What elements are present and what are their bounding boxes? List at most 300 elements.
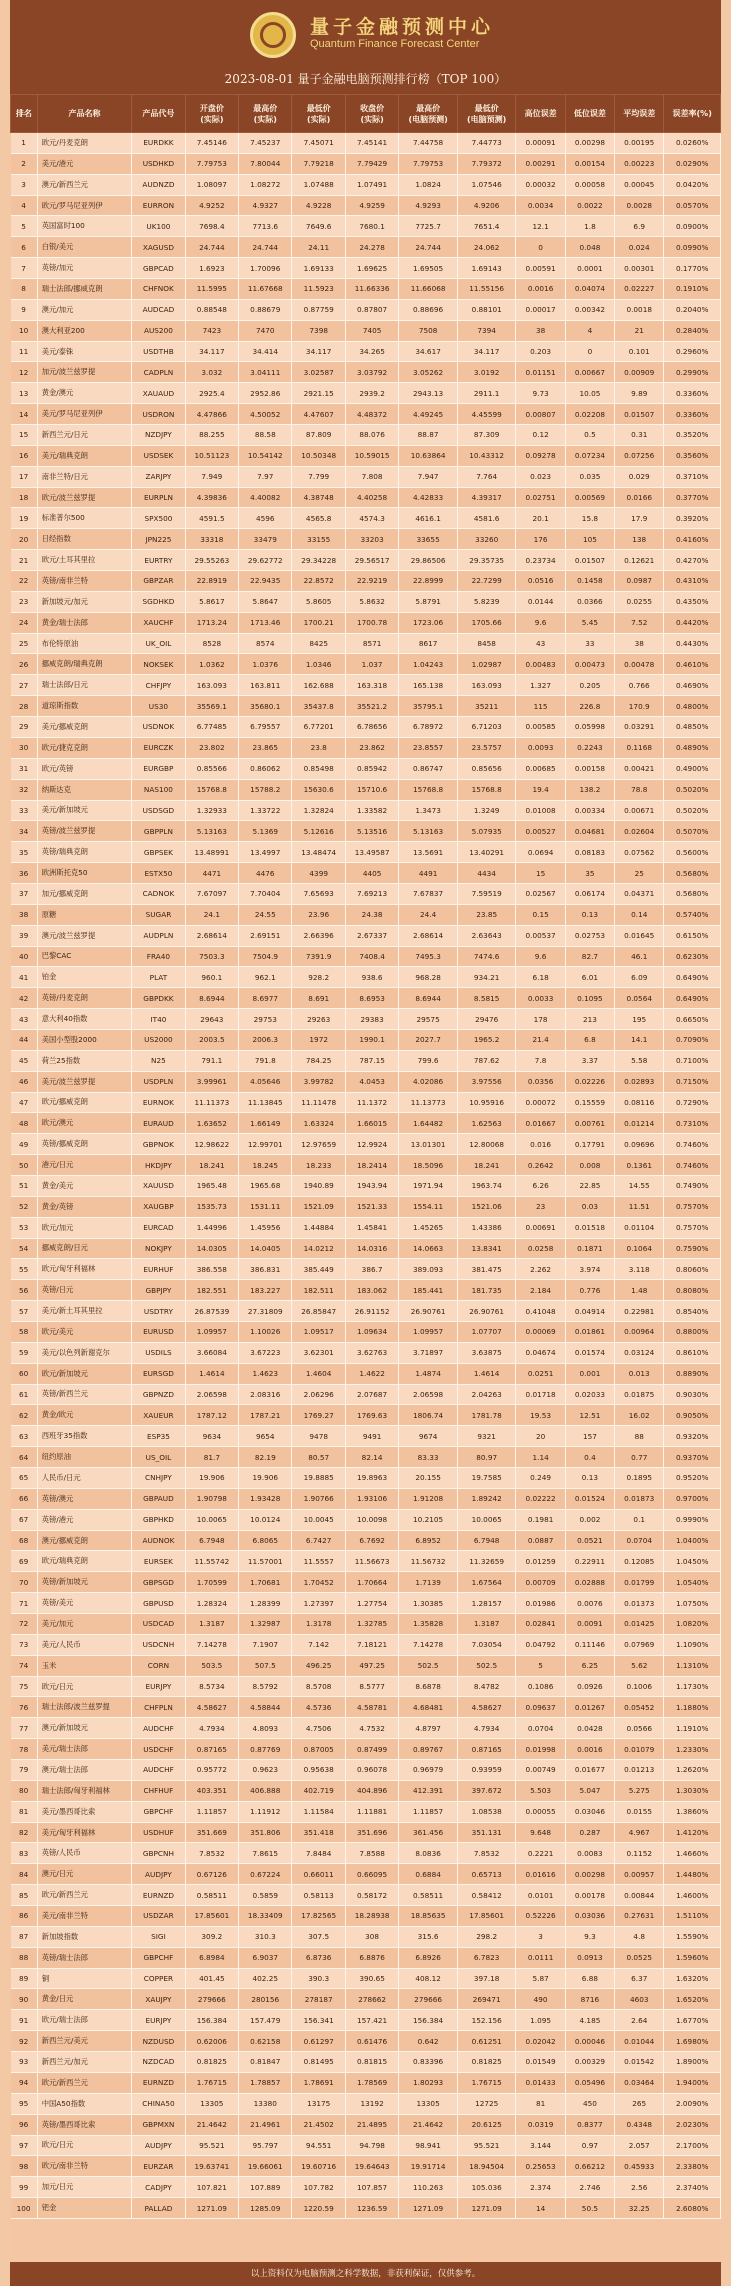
cell-high: 12.99701 <box>239 1134 292 1155</box>
cell-low: 4.5736 <box>292 1697 345 1718</box>
cell-code: CORN <box>132 1655 185 1676</box>
cell-err_high: 9.648 <box>516 1822 565 1843</box>
cell-low: 162.688 <box>292 675 345 696</box>
cell-err_low: 35 <box>565 863 614 884</box>
cell-open: 13.48991 <box>185 842 238 863</box>
cell-open: 1.09957 <box>185 1321 238 1342</box>
cell-rank: 31 <box>11 758 38 779</box>
cell-err_low: 0.1095 <box>565 988 614 1009</box>
cell-rank: 93 <box>11 2052 38 2073</box>
cell-low: 0.61297 <box>292 2031 345 2052</box>
table-row <box>11 1509 721 1530</box>
cell-err_low: 5.45 <box>565 612 614 633</box>
cell-err_avg: 0.00964 <box>615 1321 664 1342</box>
cell-low: 2921.15 <box>292 383 345 404</box>
cell-close: 19.8963 <box>345 1468 398 1489</box>
cell-err_avg: 2.64 <box>615 2010 664 2031</box>
cell-pred_low: 1.07707 <box>457 1321 516 1342</box>
cell-pred_low: 269471 <box>457 1989 516 2010</box>
cell-name: 美元/匈牙利福林 <box>37 1822 132 1843</box>
cell-rank: 39 <box>11 925 38 946</box>
cell-close: 1.70664 <box>345 1572 398 1593</box>
cell-code: USDZAR <box>132 1906 185 1927</box>
cell-pred_high: 1271.09 <box>399 2198 458 2219</box>
cell-pred_low: 12725 <box>457 2093 516 2114</box>
cell-err_low: 0.01524 <box>565 1488 614 1509</box>
cell-err_pct: 0.1770% <box>664 258 721 279</box>
cell-close: 1.07491 <box>345 174 398 195</box>
cell-err_high: 0.00807 <box>516 404 565 425</box>
cell-open: 0.87165 <box>185 1739 238 1760</box>
cell-rank: 43 <box>11 1009 38 1030</box>
cell-pred_high: 4.9293 <box>399 195 458 216</box>
cell-err_pct: 0.6150% <box>664 925 721 946</box>
cell-high: 1.70096 <box>239 258 292 279</box>
cell-err_low: 0.15559 <box>565 1092 614 1113</box>
cell-code: GBPDKK <box>132 988 185 1009</box>
cell-code: EURCZK <box>132 737 185 758</box>
cell-pred_low: 0.88101 <box>457 299 516 320</box>
cell-code: XAUAUD <box>132 383 185 404</box>
cell-open: 2003.5 <box>185 1029 238 1050</box>
cell-close: 7.808 <box>345 466 398 487</box>
cell-code: USDTRY <box>132 1301 185 1322</box>
table-row <box>11 1092 721 1113</box>
cell-code: NZDCAD <box>132 2052 185 2073</box>
cell-close: 4405 <box>345 863 398 884</box>
cell-err_avg: 0.0155 <box>615 1801 664 1822</box>
cell-err_pct: 0.4690% <box>664 675 721 696</box>
cell-pred_high: 5.8791 <box>399 591 458 612</box>
brand-name-cn: 量子金融预测中心 <box>310 16 495 38</box>
cell-err_pct: 0.5070% <box>664 821 721 842</box>
cell-low: 402.719 <box>292 1780 345 1801</box>
cell-pred_high: 389.093 <box>399 1259 458 1280</box>
cell-name: 欧元/瑞典克朗 <box>37 1551 132 1572</box>
cell-err_low: 0.048 <box>565 237 614 258</box>
cell-rank: 11 <box>11 341 38 362</box>
cell-err_low: 0.03046 <box>565 1801 614 1822</box>
cell-rank: 22 <box>11 571 38 592</box>
cell-high: 95.797 <box>239 2135 292 2156</box>
cell-err_pct: 0.8060% <box>664 1259 721 1280</box>
cell-err_high: 6.26 <box>516 1175 565 1196</box>
cell-pred_high: 14.0663 <box>399 1238 458 1259</box>
cell-high: 2006.3 <box>239 1029 292 1050</box>
cell-close: 0.85942 <box>345 758 398 779</box>
cell-pred_high: 0.86747 <box>399 758 458 779</box>
cell-pred_high: 968.28 <box>399 967 458 988</box>
cell-high: 8574 <box>239 633 292 654</box>
cell-rank: 71 <box>11 1593 38 1614</box>
cell-name: 欧元/澳元 <box>37 1113 132 1134</box>
cell-name: 挪威克朗/日元 <box>37 1238 132 1259</box>
cell-err_avg: 0.0028 <box>615 195 664 216</box>
cell-high: 18.245 <box>239 1155 292 1176</box>
cell-low: 6.7427 <box>292 1530 345 1551</box>
cell-err_pct: 0.2960% <box>664 341 721 362</box>
cell-high: 7.1907 <box>239 1634 292 1655</box>
cell-high: 280156 <box>239 1989 292 2010</box>
cell-err_pct: 0.0570% <box>664 195 721 216</box>
cell-err_pct: 0.2040% <box>664 299 721 320</box>
cell-err_high: 0.01259 <box>516 1551 565 1572</box>
cell-open: 34.117 <box>185 341 238 362</box>
cell-err_pct: 1.1310% <box>664 1655 721 1676</box>
cell-pred_low: 397.18 <box>457 1968 516 1989</box>
cell-open: 10.51123 <box>185 445 238 466</box>
cell-pred_high: 98.941 <box>399 2135 458 2156</box>
cell-close: 22.9219 <box>345 571 398 592</box>
cell-open: 12.98622 <box>185 1134 238 1155</box>
cell-pred_high: 315.6 <box>399 1926 458 1947</box>
cell-name: 日经指数 <box>37 529 132 550</box>
cell-open: 503.5 <box>185 1655 238 1676</box>
cell-err_pct: 0.9700% <box>664 1488 721 1509</box>
cell-rank: 57 <box>11 1301 38 1322</box>
cell-rank: 42 <box>11 988 38 1009</box>
cell-name: 美元/南非兰特 <box>37 1906 132 1927</box>
cell-rank: 53 <box>11 1217 38 1238</box>
cell-high: 1.93428 <box>239 1488 292 1509</box>
cell-err_high: 0.00291 <box>516 153 565 174</box>
cell-err_avg: 0.0255 <box>615 591 664 612</box>
cell-open: 22.8919 <box>185 571 238 592</box>
cell-pred_high: 13305 <box>399 2093 458 2114</box>
cell-pred_high: 4491 <box>399 863 458 884</box>
cell-open: 4.39836 <box>185 487 238 508</box>
cell-close: 14.0316 <box>345 1238 398 1259</box>
cell-err_low: 213 <box>565 1009 614 1030</box>
cell-err_low: 0.0913 <box>565 1947 614 1968</box>
cell-code: US30 <box>132 696 185 717</box>
cell-close: 4.7532 <box>345 1718 398 1739</box>
cell-low: 1.69133 <box>292 258 345 279</box>
cell-err_low: 0.00473 <box>565 654 614 675</box>
cell-close: 157.421 <box>345 2010 398 2031</box>
cell-pred_low: 15768.8 <box>457 779 516 800</box>
cell-close: 308 <box>345 1926 398 1947</box>
cell-err_low: 0.01267 <box>565 1697 614 1718</box>
cell-err_high: 2.184 <box>516 1280 565 1301</box>
cell-rank: 34 <box>11 821 38 842</box>
cell-err_pct: 0.0290% <box>664 153 721 174</box>
cell-pred_high: 22.8999 <box>399 571 458 592</box>
cell-err_low: 0.002 <box>565 1509 614 1530</box>
cell-err_high: 0.00072 <box>516 1092 565 1113</box>
cell-low: 14.0212 <box>292 1238 345 1259</box>
table-header <box>11 95 721 133</box>
cell-code: AUDNOK <box>132 1530 185 1551</box>
cell-err_high: 0.0319 <box>516 2114 565 2135</box>
cell-name: 欧元/日元 <box>37 2135 132 2156</box>
cell-close: 1.037 <box>345 654 398 675</box>
cell-close: 4574.3 <box>345 508 398 529</box>
table-row <box>11 1822 721 1843</box>
column-header-open: 开盘价 (实际) <box>185 95 238 133</box>
cell-name: 新西兰元/加元 <box>37 2052 132 2073</box>
cell-err_low: 0.00046 <box>565 2031 614 2052</box>
cell-name: 铜 <box>37 1968 132 1989</box>
cell-pred_high: 13.01301 <box>399 1134 458 1155</box>
cell-err_high: 0.00527 <box>516 821 565 842</box>
cell-low: 351.418 <box>292 1822 345 1843</box>
cell-pred_low: 5.8239 <box>457 591 516 612</box>
cell-open: 8.6944 <box>185 988 238 1009</box>
cell-err_high: 0.016 <box>516 1134 565 1155</box>
cell-name: 欧元/南非兰特 <box>37 2156 132 2177</box>
table-row <box>11 1280 721 1301</box>
cell-err_avg: 6.9 <box>615 216 664 237</box>
cell-code: GBPCHF <box>132 1947 185 1968</box>
cell-low: 8.5708 <box>292 1676 345 1697</box>
cell-err_avg: 7.52 <box>615 612 664 633</box>
cell-name: 美元/泰铢 <box>37 341 132 362</box>
cell-err_high: 0.0034 <box>516 195 565 216</box>
cell-close: 390.65 <box>345 1968 398 1989</box>
cell-code: USDILS <box>132 1342 185 1363</box>
cell-pred_low: 23.85 <box>457 904 516 925</box>
cell-rank: 36 <box>11 863 38 884</box>
cell-open: 279666 <box>185 1989 238 2010</box>
cell-open: 10.0065 <box>185 1509 238 1530</box>
cell-low: 22.8572 <box>292 571 345 592</box>
cell-rank: 65 <box>11 1468 38 1489</box>
cell-err_high: 0.249 <box>516 1468 565 1489</box>
cell-err_high: 0.00483 <box>516 654 565 675</box>
cell-pred_low: 1.07546 <box>457 174 516 195</box>
cell-low: 1972 <box>292 1029 345 1050</box>
cell-high: 1713.46 <box>239 612 292 633</box>
cell-code: N25 <box>132 1050 185 1071</box>
cell-open: 5.13163 <box>185 821 238 842</box>
cell-err_avg: 0.1361 <box>615 1155 664 1176</box>
cell-code: USDRON <box>132 404 185 425</box>
table-row <box>11 1134 721 1155</box>
table-row <box>11 2156 721 2177</box>
cell-rank: 26 <box>11 654 38 675</box>
cell-open: 1535.73 <box>185 1196 238 1217</box>
table-row <box>11 2093 721 2114</box>
cell-pred_high: 29575 <box>399 1009 458 1030</box>
cell-low: 0.95638 <box>292 1760 345 1781</box>
cell-pred_low: 12.80068 <box>457 1134 516 1155</box>
cell-open: 3.66084 <box>185 1342 238 1363</box>
cell-low: 7.142 <box>292 1634 345 1655</box>
cell-rank: 94 <box>11 2072 38 2093</box>
cell-pred_high: 1971.94 <box>399 1175 458 1196</box>
cell-high: 1.4623 <box>239 1363 292 1384</box>
cell-rank: 35 <box>11 842 38 863</box>
cell-pred_low: 8.5815 <box>457 988 516 1009</box>
cell-code: ESP35 <box>132 1426 185 1447</box>
cell-err_high: 176 <box>516 529 565 550</box>
cell-open: 8528 <box>185 633 238 654</box>
cell-pred_high: 6.78972 <box>399 717 458 738</box>
cell-open: 9634 <box>185 1426 238 1447</box>
cell-pred_high: 8617 <box>399 633 458 654</box>
cell-err_pct: 0.0990% <box>664 237 721 258</box>
cell-code: NZDUSD <box>132 2031 185 2052</box>
cell-low: 87.809 <box>292 425 345 446</box>
ranking-table-container <box>10 94 721 2262</box>
cell-high: 7504.9 <box>239 946 292 967</box>
cell-low: 29263 <box>292 1009 345 1030</box>
cell-low: 1.90766 <box>292 1488 345 1509</box>
cell-name: 美元/新加坡元 <box>37 800 132 821</box>
cell-close: 2.67337 <box>345 925 398 946</box>
cell-code: CADNOK <box>132 883 185 904</box>
cell-open: 6.77485 <box>185 717 238 738</box>
cell-pred_high: 26.90761 <box>399 1301 458 1322</box>
cell-err_high: 0.0704 <box>516 1718 565 1739</box>
cell-err_high: 19.53 <box>516 1405 565 1426</box>
cell-err_high: 0.0093 <box>516 737 565 758</box>
cell-code: EURNZD <box>132 2072 185 2093</box>
cell-name: 荷兰25指数 <box>37 1050 132 1071</box>
cell-close: 4.40258 <box>345 487 398 508</box>
cell-pred_low: 1.43386 <box>457 1217 516 1238</box>
cell-close: 24.38 <box>345 904 398 925</box>
cell-code: CNHJPY <box>132 1468 185 1489</box>
cell-open: 11.55742 <box>185 1551 238 1572</box>
cell-err_pct: 1.0820% <box>664 1614 721 1635</box>
cell-code: SPX500 <box>132 508 185 529</box>
cell-err_low: 6.8 <box>565 1029 614 1050</box>
cell-err_high: 0.02751 <box>516 487 565 508</box>
cell-err_pct: 2.3740% <box>664 2177 721 2198</box>
cell-close: 23.862 <box>345 737 398 758</box>
cell-rank: 59 <box>11 1342 38 1363</box>
cell-pred_high: 29.86506 <box>399 550 458 571</box>
table-row <box>11 2031 721 2052</box>
cell-err_avg: 0.00909 <box>615 362 664 383</box>
cell-rank: 41 <box>11 967 38 988</box>
cell-close: 386.7 <box>345 1259 398 1280</box>
cell-close: 1.11881 <box>345 1801 398 1822</box>
cell-err_pct: 0.7490% <box>664 1175 721 1196</box>
column-header-close: 收盘价 (实际) <box>345 95 398 133</box>
cell-err_pct: 0.9990% <box>664 1509 721 1530</box>
cell-err_high: 0.0033 <box>516 988 565 1009</box>
cell-err_low: 0.01677 <box>565 1760 614 1781</box>
cell-pred_low: 22.7299 <box>457 571 516 592</box>
cell-name: 加元/日元 <box>37 2177 132 2198</box>
cell-err_avg: 170.9 <box>615 696 664 717</box>
cell-low: 1.11584 <box>292 1801 345 1822</box>
table-row <box>11 508 721 529</box>
cell-err_avg: 0.00478 <box>615 654 664 675</box>
column-header-code: 产品代号 <box>132 95 185 133</box>
cell-low: 35437.8 <box>292 696 345 717</box>
cell-code: NZDJPY <box>132 425 185 446</box>
cell-rank: 30 <box>11 737 38 758</box>
cell-open: 1965.48 <box>185 1175 238 1196</box>
cell-name: 澳元/日元 <box>37 1864 132 1885</box>
cell-name: 英镑/瑞士法郎 <box>37 1947 132 1968</box>
cell-pred_low: 1705.66 <box>457 612 516 633</box>
cell-err_low: 0.0016 <box>565 1739 614 1760</box>
cell-err_pct: 0.5600% <box>664 842 721 863</box>
cell-open: 7503.3 <box>185 946 238 967</box>
cell-code: CADJPY <box>132 2177 185 2198</box>
cell-open: 1.28324 <box>185 1593 238 1614</box>
cell-pred_low: 7.59519 <box>457 883 516 904</box>
cell-open: 1.3187 <box>185 1614 238 1635</box>
cell-pred_high: 4.68481 <box>399 1697 458 1718</box>
cell-pred_low: 0.85656 <box>457 758 516 779</box>
cell-err_low: 0.05496 <box>565 2072 614 2093</box>
cell-code: GBPZAR <box>132 571 185 592</box>
cell-pred_high: 6.8926 <box>399 1947 458 1968</box>
cell-rank: 66 <box>11 1488 38 1509</box>
cell-code: EURHUF <box>132 1259 185 1280</box>
cell-pred_high: 0.642 <box>399 2031 458 2052</box>
cell-err_high: 178 <box>516 1009 565 1030</box>
cell-err_avg: 0.31 <box>615 425 664 446</box>
cell-code: UK100 <box>132 216 185 237</box>
cell-err_low: 138.2 <box>565 779 614 800</box>
cell-name: 黄金/欧元 <box>37 1405 132 1426</box>
cell-err_high: 0.41048 <box>516 1301 565 1322</box>
table-row <box>11 946 721 967</box>
cell-high: 11.57001 <box>239 1551 292 1572</box>
cell-low: 1521.09 <box>292 1196 345 1217</box>
cell-err_pct: 0.9030% <box>664 1384 721 1405</box>
table-row <box>11 445 721 466</box>
cell-name: 欧元/捷克克朗 <box>37 737 132 758</box>
table-row <box>11 2072 721 2093</box>
cell-err_avg: 0.01542 <box>615 2052 664 2073</box>
cell-err_low: 2.746 <box>565 2177 614 2198</box>
cell-rank: 24 <box>11 612 38 633</box>
cell-pred_low: 3.97556 <box>457 1071 516 1092</box>
cell-err_avg: 0.01875 <box>615 1384 664 1405</box>
cell-name: 巴黎CAC <box>37 946 132 967</box>
cell-close: 1769.63 <box>345 1405 398 1426</box>
cell-err_low: 0.97 <box>565 2135 614 2156</box>
table-row <box>11 299 721 320</box>
cell-err_high: 9.6 <box>516 946 565 967</box>
cell-pred_low: 95.521 <box>457 2135 516 2156</box>
cell-err_avg: 138 <box>615 529 664 550</box>
cell-rank: 80 <box>11 1780 38 1801</box>
cell-name: 欧元/瑞士法郎 <box>37 2010 132 2031</box>
cell-pred_high: 2.06598 <box>399 1384 458 1405</box>
cell-close: 1521.33 <box>345 1196 398 1217</box>
cell-err_avg: 0.01373 <box>615 1593 664 1614</box>
cell-open: 163.093 <box>185 675 238 696</box>
cell-err_avg: 0.77 <box>615 1447 664 1468</box>
cell-err_avg: 0.01079 <box>615 1739 664 1760</box>
cell-err_avg: 0.00671 <box>615 800 664 821</box>
cell-code: NOKJPY <box>132 1238 185 1259</box>
cell-high: 10.54142 <box>239 445 292 466</box>
cell-pred_low: 10.0065 <box>457 1509 516 1530</box>
cell-pred_high: 83.33 <box>399 1447 458 1468</box>
cell-err_pct: 0.4160% <box>664 529 721 550</box>
cell-pred_low: 7474.6 <box>457 946 516 967</box>
cell-high: 0.62158 <box>239 2031 292 2052</box>
table-row <box>11 863 721 884</box>
cell-err_low: 0.01507 <box>565 550 614 571</box>
cell-high: 7470 <box>239 320 292 341</box>
cell-err_high: 2.262 <box>516 1259 565 1280</box>
cell-close: 2939.2 <box>345 383 398 404</box>
cell-pred_high: 8.6878 <box>399 1676 458 1697</box>
cell-err_pct: 0.9050% <box>664 1405 721 1426</box>
cell-err_low: 22.85 <box>565 1175 614 1196</box>
